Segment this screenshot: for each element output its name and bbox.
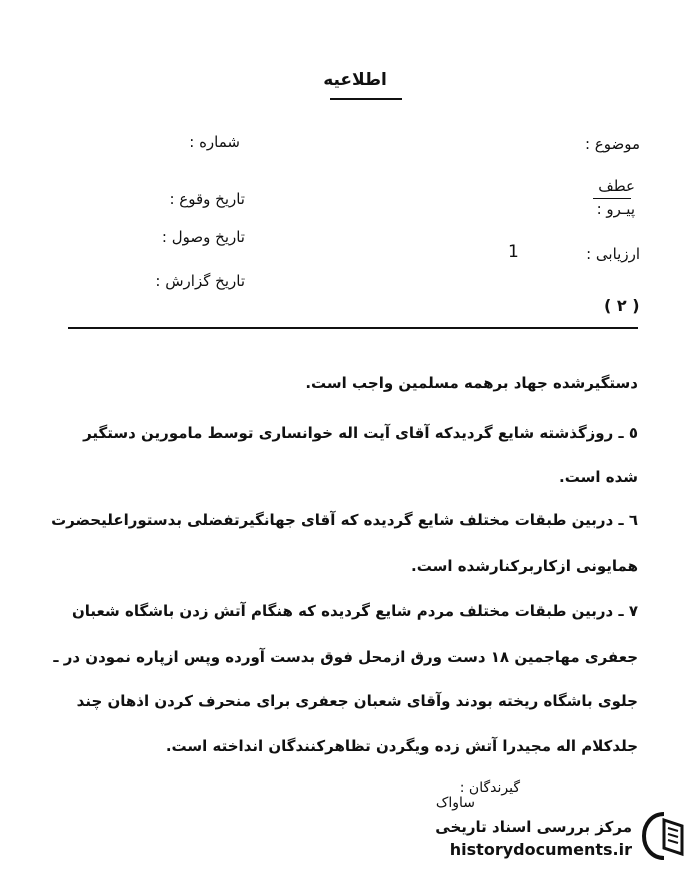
atf-divider — [593, 198, 631, 199]
body-line: شده است. — [559, 468, 638, 486]
date-report-label: تاریخ گزارش : — [155, 272, 245, 290]
atf-label: عطف — [598, 177, 635, 195]
watermark-logo — [412, 808, 694, 868]
document-title: اطلاعیه — [323, 70, 387, 90]
body-line: جلوی باشگاه ریخته بودند وآقای شعبان جعفری برای منحرف کردن اذهان چند — [76, 692, 638, 710]
body-line: ٦ ـ دربین طبقات مختلف شایع گردیده که آقای جهانگیرتفضلی بدستوراعلیحضرت — [51, 511, 638, 529]
recipients-label: گیرندگان : — [459, 780, 520, 796]
body-line: ٥ ـ روزگذشته شایع گردیدکه آقای آیت اله خوانساری توسط مامورین دستگیر — [83, 424, 638, 442]
header-divider — [68, 327, 638, 329]
page-number: ( ٢ ) — [604, 296, 640, 315]
title-underline — [330, 98, 402, 100]
body-line: دستگیرشده جهاد برهمه مسلمین واجب است. — [305, 374, 638, 392]
peyrow-label: پیـرو : — [596, 200, 635, 218]
subject-label: موضوع : — [584, 135, 640, 153]
watermark-url: historydocuments.ir — [449, 840, 632, 859]
evaluation-value: 1 — [508, 242, 519, 262]
savak-signature: ساواک — [435, 795, 475, 811]
date-occurred-label: تاریخ وقوع : — [169, 190, 245, 208]
body-line: جعفری مهاجمین ١٨ دست ورق ازمحل فوق بدست آورده وپس ازپاره نمودن در ـ — [53, 648, 638, 666]
archive-center-icon — [638, 810, 690, 862]
evaluation-label: ارزیابی : — [586, 245, 640, 263]
number-label: شماره : — [189, 133, 240, 151]
body-line: جلدکلام اله مجیدرا آتش زده ویگردن تظاهرکنندگان انداخته است. — [165, 737, 638, 755]
watermark-name: مرکز بررسی اسناد تاریخی — [435, 818, 632, 836]
body-line: ٧ ـ دربین طبقات مختلف مردم شایع گردیده که هنگام آتش زدن باشگاه شعبان — [71, 602, 638, 620]
body-line: همایونی ازکاربرکنارشده است. — [411, 557, 638, 575]
date-received-label: تاریخ وصول : — [161, 228, 245, 246]
